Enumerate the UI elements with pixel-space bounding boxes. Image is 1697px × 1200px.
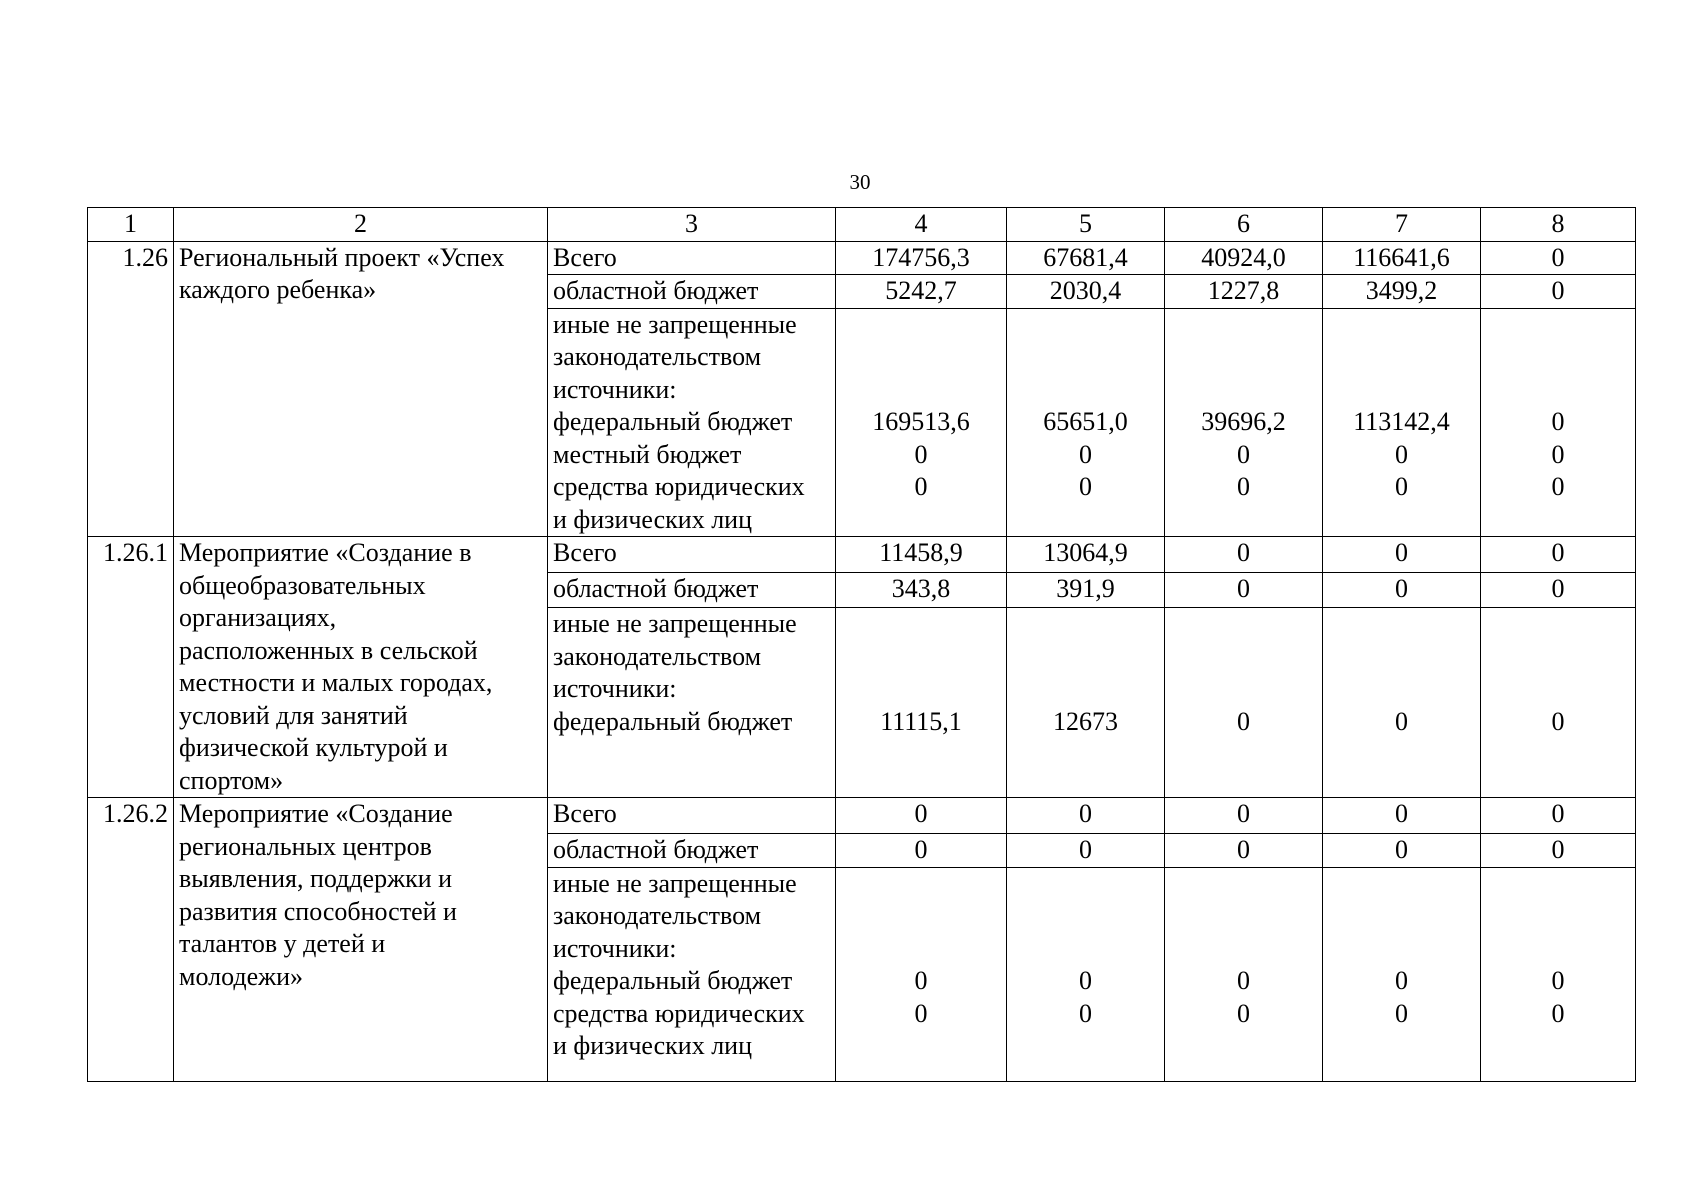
value-cell: 0: [836, 798, 1007, 834]
section-name-line: выявления, поддержки и: [179, 864, 453, 893]
value-cell: 0: [1395, 998, 1408, 1028]
value-cell: 0: [1395, 439, 1408, 469]
section-name-line: общеобразовательных: [179, 570, 426, 600]
source-label-line: средства юридических: [553, 998, 805, 1028]
source-label-other: [548, 308, 836, 537]
section-name-line: расположенных в сельской: [179, 635, 478, 665]
source-label-line: федеральный бюджет: [553, 966, 793, 995]
source-label-line: законодательством: [553, 342, 762, 371]
source-label-regional: областной бюджет: [548, 834, 836, 868]
value-cell: 0: [1551, 472, 1565, 501]
value-cell: 0: [1481, 241, 1636, 275]
page-number: 30: [849, 170, 871, 194]
section-name-line: Региональный проект «Успех: [179, 242, 505, 272]
source-label-other: [548, 608, 836, 798]
header-cell: 5: [1007, 208, 1165, 242]
value-cell: 0: [1007, 798, 1165, 834]
value-cell: 0: [914, 439, 928, 469]
value-stack-cell: [1481, 608, 1636, 798]
value-cell: 0: [1481, 834, 1636, 868]
section-total-row: [88, 537, 1636, 573]
value-cell: 0: [1237, 966, 1250, 995]
section-name-line: молодежи»: [179, 961, 303, 991]
value-cell: 0: [1165, 537, 1323, 573]
source-label-line: местный бюджет: [553, 439, 742, 469]
section-id: 1.26: [88, 241, 174, 537]
section-name-line: каждого ребенка»: [179, 275, 377, 304]
value-cell: 2030,4: [1007, 275, 1165, 309]
value-cell: 116641,6: [1323, 241, 1481, 275]
value-cell: 0: [1551, 998, 1565, 1028]
source-label-line: федеральный бюджет: [553, 407, 793, 436]
section-total-row: [88, 241, 1636, 275]
value-cell: 0: [1395, 966, 1408, 995]
value-cell: 5242,7: [836, 275, 1007, 309]
section-name-line: Мероприятие «Создание в: [179, 538, 472, 567]
value-stack-cell: [1007, 867, 1165, 1081]
section-name-line: Мероприятие «Создание: [179, 799, 453, 828]
value-cell: 0: [1165, 834, 1323, 868]
value-cell: 0: [914, 998, 928, 1028]
value-cell: 67681,4: [1007, 241, 1165, 275]
value-stack-cell: [836, 867, 1007, 1081]
source-label-line: иные не запрещенные: [553, 868, 797, 898]
value-cell: 0: [1323, 537, 1481, 573]
value-cell: 13064,9: [1007, 537, 1165, 573]
source-label-line: средства юридических: [553, 472, 805, 501]
source-label-line: федеральный бюджет: [553, 706, 793, 736]
section-name-line: организациях,: [179, 603, 337, 632]
value-cell: 40924,0: [1165, 241, 1323, 275]
source-label-line: источники:: [553, 674, 677, 704]
section-name: [174, 241, 548, 537]
value-cell: 0: [1481, 798, 1636, 834]
header-cell: 1: [88, 208, 174, 242]
value-cell: 65651,0: [1043, 407, 1128, 436]
source-label-total: Всего: [548, 798, 836, 834]
section-name: [174, 798, 548, 1082]
value-cell: 0: [1323, 834, 1481, 868]
section-name-line: спортом»: [179, 765, 284, 795]
value-cell: 0: [1079, 472, 1092, 501]
source-label-line: источники:: [553, 933, 677, 963]
value-cell: 0: [914, 966, 928, 995]
section-name-line: талантов у детей и: [179, 929, 386, 958]
value-cell: 0: [1237, 706, 1250, 736]
value-cell: 0: [1551, 407, 1565, 436]
value-cell: 0: [1551, 966, 1565, 995]
value-stack-cell: [1323, 867, 1481, 1081]
section-id: 1.26.2: [88, 798, 174, 1082]
value-stack-cell: [1323, 608, 1481, 798]
value-cell: 0: [1079, 998, 1092, 1028]
value-cell: 0: [1481, 537, 1636, 573]
value-cell: 343,8: [836, 572, 1007, 608]
value-cell: 174756,3: [836, 241, 1007, 275]
section-name: [174, 537, 548, 798]
section-name-line: условий для занятий: [179, 700, 408, 730]
value-cell: 0: [1007, 834, 1165, 868]
value-cell: 1227,8: [1165, 275, 1323, 309]
header-cell: 8: [1481, 208, 1636, 242]
value-stack-cell: [836, 608, 1007, 798]
value-cell: 169513,6: [872, 407, 970, 436]
header-cell: 7: [1323, 208, 1481, 242]
source-label-other: [548, 867, 836, 1081]
value-cell: 0: [1481, 275, 1636, 309]
value-cell: 0: [1395, 706, 1408, 736]
source-label-line: источники:: [553, 374, 677, 404]
section-name-line: развития способностей и: [179, 896, 457, 926]
value-cell: 0: [1237, 439, 1250, 469]
header-cell: 3: [548, 208, 836, 242]
value-stack-cell: [1165, 608, 1323, 798]
value-stack-cell: [836, 308, 1007, 537]
value-cell: 0: [914, 472, 928, 501]
source-label-regional: областной бюджет: [548, 275, 836, 309]
section-total-row: [88, 798, 1636, 834]
value-cell: 0: [1323, 798, 1481, 834]
source-label-total: Всего: [548, 241, 836, 275]
value-stack-cell: [1481, 308, 1636, 537]
header-cell: 2: [174, 208, 548, 242]
value-stack-cell: [1165, 867, 1323, 1081]
value-cell: 12673: [1053, 706, 1118, 736]
value-cell: 11458,9: [836, 537, 1007, 573]
value-cell: 0: [1165, 798, 1323, 834]
header-cell: 4: [836, 208, 1007, 242]
value-stack-cell: [1481, 867, 1636, 1081]
value-cell: 11115,1: [880, 706, 962, 736]
section-name-line: физической культурой и: [179, 733, 448, 762]
section-id: 1.26.1: [88, 537, 174, 798]
source-label-line: иные не запрещенные: [553, 309, 797, 339]
value-stack-cell: [1165, 308, 1323, 537]
source-label-line: законодательством: [553, 901, 762, 930]
table-header-row: [88, 208, 1636, 242]
value-cell: 0: [1481, 572, 1636, 608]
source-label-regional: областной бюджет: [548, 572, 836, 608]
value-stack-cell: [1007, 308, 1165, 537]
value-cell: 0: [1551, 706, 1565, 736]
value-cell: 39696,2: [1201, 407, 1286, 436]
section-name-line: региональных центров: [179, 831, 432, 861]
value-cell: 0: [1551, 439, 1565, 469]
value-cell: 0: [1237, 998, 1250, 1028]
value-cell: 113142,4: [1353, 407, 1450, 436]
value-cell: 391,9: [1007, 572, 1165, 608]
header-cell: 6: [1165, 208, 1323, 242]
source-label-line: иные не запрещенные: [553, 609, 797, 639]
value-cell: 0: [1079, 439, 1092, 469]
value-cell: 0: [1395, 472, 1408, 501]
value-cell: 0: [836, 834, 1007, 868]
value-stack-cell: [1007, 608, 1165, 798]
source-label-line: законодательством: [553, 641, 762, 671]
section-name-line: местности и малых городах,: [179, 668, 493, 697]
source-label-line: и физических лиц: [553, 1031, 753, 1060]
value-stack-cell: [1323, 308, 1481, 537]
value-cell: 0: [1323, 572, 1481, 608]
source-label-total: Всего: [548, 537, 836, 573]
budget-table: [87, 207, 1636, 1082]
value-cell: 0: [1079, 966, 1092, 995]
value-cell: 0: [1165, 572, 1323, 608]
value-cell: 3499,2: [1323, 275, 1481, 309]
source-label-line: и физических лиц: [553, 504, 753, 534]
value-cell: 0: [1237, 472, 1250, 501]
